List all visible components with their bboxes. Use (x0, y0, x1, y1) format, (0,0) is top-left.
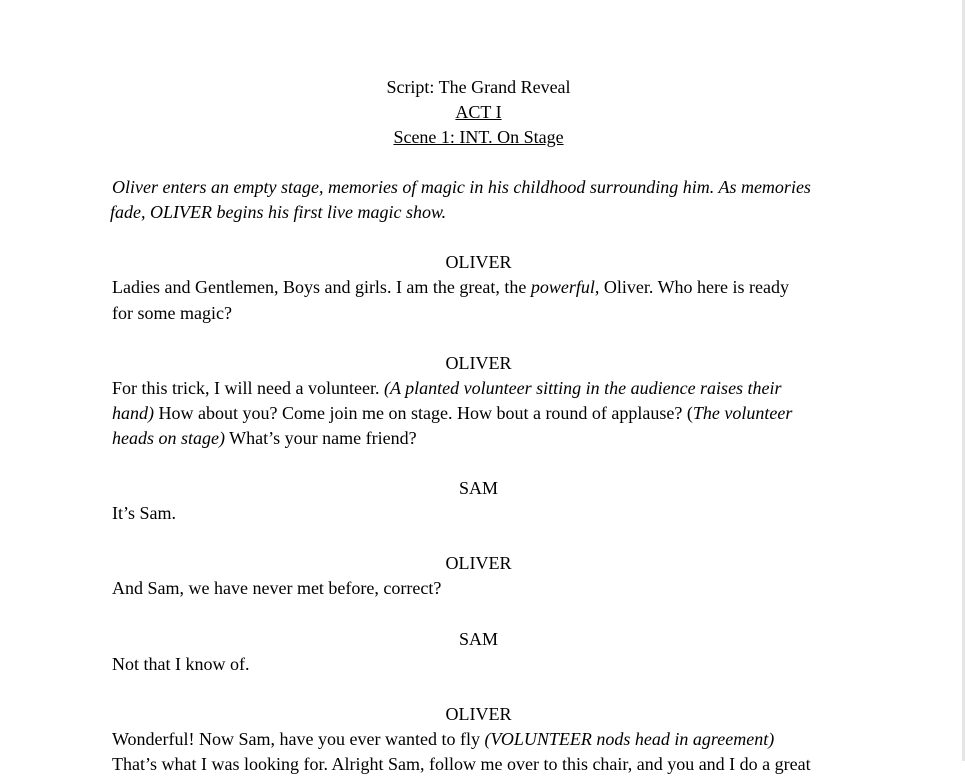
dialogue-line: heads on stage) What’s your name friend? (112, 428, 417, 448)
dialogue-line: For this trick, I will need a volunteer. (A planted volunteer sitting in the audience raises their (112, 378, 782, 398)
act-heading: ACT I (455, 102, 502, 122)
stage-direction: fade, OLIVER begins his first live magic show. (110, 202, 447, 222)
character-name: SAM (458, 478, 498, 498)
character-name: OLIVER (445, 353, 512, 373)
character-name: OLIVER (445, 704, 512, 724)
dialogue-line: And Sam, we have never met before, correct? (112, 578, 442, 598)
character-name: OLIVER (445, 252, 512, 272)
dialogue-line: Wonderful! Now Sam, have you ever wanted to fly (VOLUNTEER nods head in agreement) (112, 729, 775, 749)
dialogue-line: That’s what I was looking for. Alright Sam, follow me over to this chair, and you and I do a great (112, 754, 811, 774)
dialogue-line: hand) How about you? Come join me on stage. How bout a round of applause? (The volunteer (112, 403, 793, 423)
script-title: Script: The Grand Reveal (386, 77, 571, 97)
dialogue-line: Not that I know of. (112, 654, 250, 674)
character-name: SAM (458, 629, 498, 649)
dialogue-line: It’s Sam. (112, 503, 177, 523)
dialogue-line: for some magic? (112, 303, 232, 323)
scene-heading: Scene 1: INT. On Stage (393, 127, 564, 147)
stage-direction: Oliver enters an empty stage, memories of magic in his childhood surrounding him. As memories (112, 177, 811, 197)
character-name: OLIVER (445, 553, 512, 573)
dialogue-line: Ladies and Gentlemen, Boys and girls. I am the great, the powerful, Oliver. Who here is ready (112, 277, 790, 297)
